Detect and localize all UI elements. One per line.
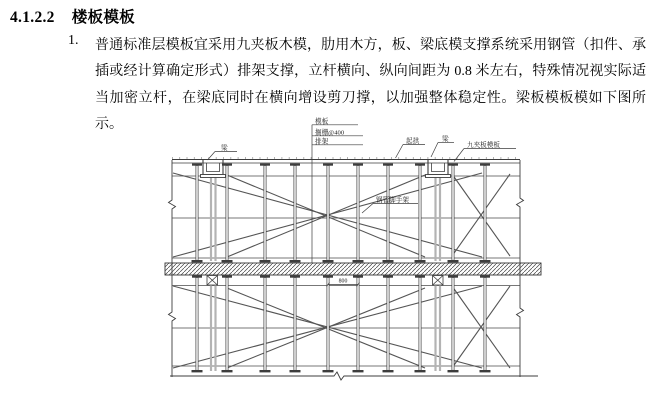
scaffold-post <box>327 166 329 261</box>
callout-beam-right <box>431 134 454 157</box>
list-item-number: 1. <box>68 33 79 48</box>
body-paragraph: 普通标准层模板宜采用九夹板木模，肋用木方，板、梁底模支撑系统采用钢管（扣件、承插或经计算确定形式）排架支撑，立杆横向、纵向间距为 0.8 米左右，特殊情况视实际适当加密立杆，在梁底同时在横向增设剪刀撑，以加强整体稳定性。梁板模板模如下图所示。 <box>95 38 646 133</box>
callout-rack: 排架 <box>315 138 329 146</box>
scaffold-post <box>484 166 486 261</box>
uhead-fitting-right <box>433 276 444 286</box>
callout-camber <box>396 136 426 158</box>
scaffold-post <box>357 166 359 261</box>
callout-beam-right-label: 梁 <box>442 136 449 144</box>
scaffold-post <box>419 166 421 261</box>
callout-stack <box>312 117 363 263</box>
upper-cross-bracing <box>173 173 510 257</box>
callout-formwork: 模板 <box>315 118 329 126</box>
scaffold-post <box>452 278 454 371</box>
beam-formwork-right <box>426 160 451 178</box>
lower-cross-bracing <box>173 286 510 368</box>
upper-ledgers <box>172 176 520 258</box>
scaffold-post <box>294 278 296 371</box>
scaffold-post <box>484 278 486 371</box>
diagram-canvas <box>160 116 545 392</box>
dimension-label: 800 <box>338 278 348 285</box>
formwork-scaffold-diagram <box>160 116 545 392</box>
section-title: 楼板模板 <box>71 9 135 26</box>
scaffold-post <box>226 278 228 371</box>
uhead-fitting-left <box>207 276 218 286</box>
scaffold-post <box>452 166 454 261</box>
callout-beam-left-label: 梁 <box>221 145 228 153</box>
scaffold-post <box>387 166 389 261</box>
section-heading <box>10 5 135 27</box>
scaffold-post <box>264 278 266 371</box>
callout-scaffold-label: 钢管脚手架 <box>376 197 409 205</box>
scaffold-post <box>226 166 228 261</box>
callout-joists: 搁栅@400 <box>315 129 345 137</box>
scaffold-post <box>419 278 421 371</box>
scaffold-post <box>196 166 198 261</box>
slab-formwork-lines <box>172 158 520 163</box>
scaffold-post <box>264 166 266 261</box>
floor-slab-hatched <box>165 263 541 275</box>
beam-formwork-left <box>201 160 226 178</box>
section-number: 4.1.2.2 <box>10 9 55 26</box>
scaffold-post <box>327 278 329 371</box>
callout-plywood-label: 九夹板模板 <box>467 142 500 150</box>
callout-plywood <box>454 140 516 161</box>
scaffold-post <box>196 278 198 371</box>
callout-camber-label: 起拱 <box>406 138 420 146</box>
scaffold-post <box>357 278 359 371</box>
ground-line <box>170 372 538 380</box>
callout-beam-left <box>208 143 238 160</box>
scaffold-post <box>294 166 296 261</box>
scaffold-post <box>387 278 389 371</box>
